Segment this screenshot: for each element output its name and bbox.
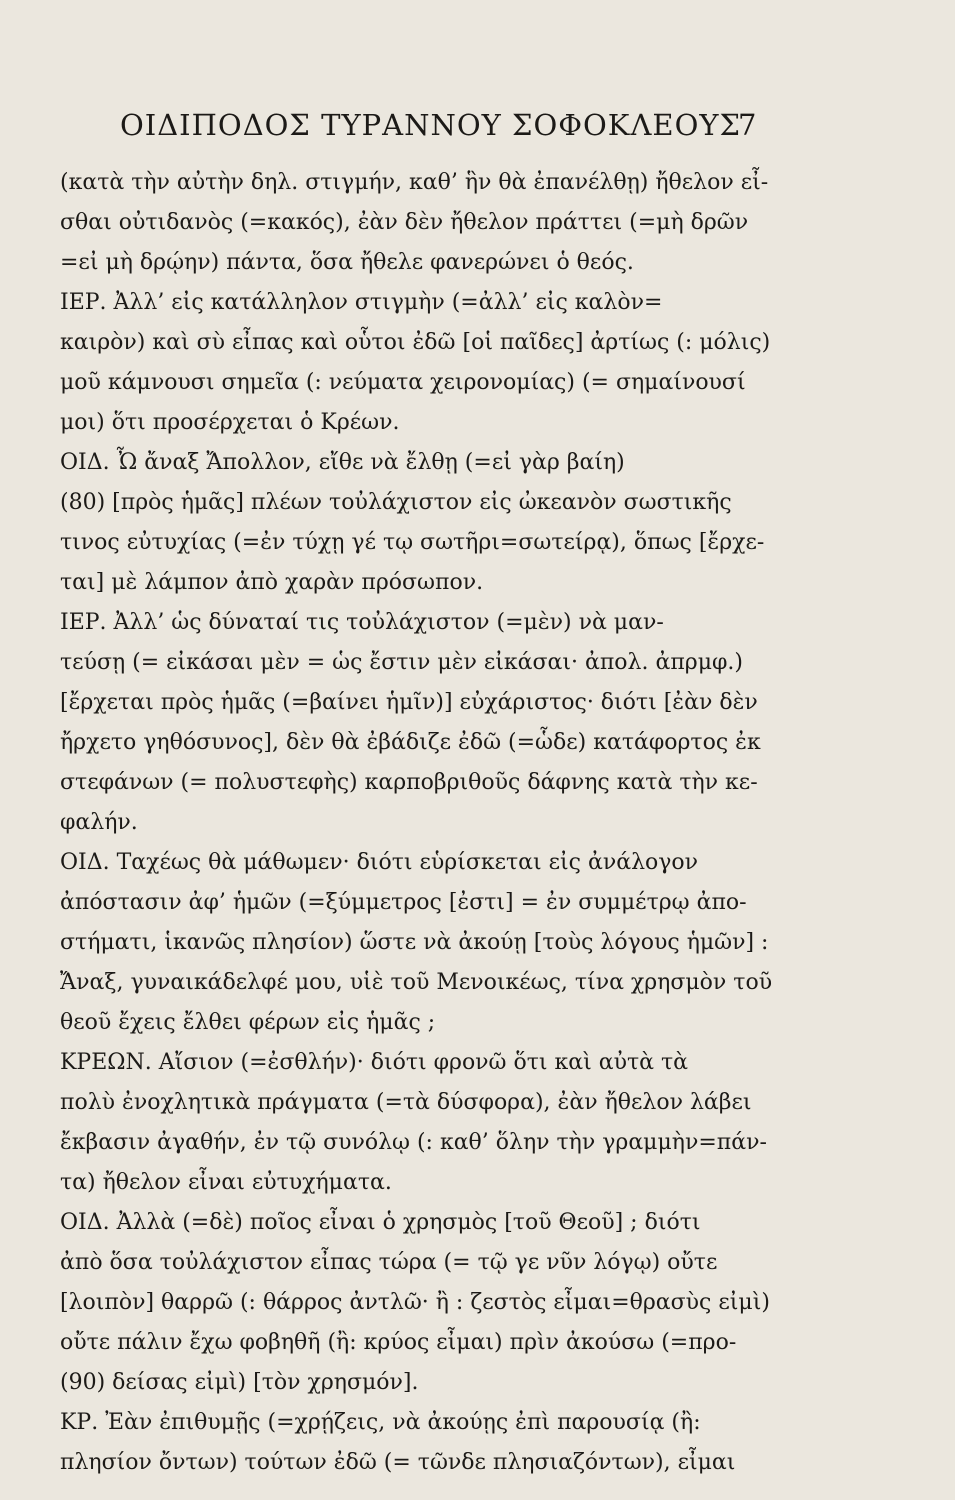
text-line: καιρὸν) καὶ σὺ εἶπας καὶ οὗτοι ἐδῶ [οἱ παῖδες] ἀρτίως (: μόλις) [60, 330, 771, 355]
text-line: ΟΙΔ. Ταχέως θὰ μάθωμεν· διότι εὑρίσκεται εἰς ἀνάλογον [60, 850, 699, 875]
text-line: Ἄναξ, γυναικάδελφέ μου, υἱὲ τοῦ Μενοικέως, τίνα χρησμὸν τοῦ [60, 970, 773, 995]
text-body [60, 163, 820, 1483]
text-line: τινος εὐτυχίας (=ἐν τύχῃ γέ τῳ σωτῆρι=σωτείρᾳ), ὅπως [ἔρχε- [60, 530, 765, 555]
text-line: πολὺ ἐνοχλητικὰ πράγματα (=τὰ δύσφορα), ἐὰν ἤθελον λάβει [60, 1090, 752, 1115]
text-line: ΚΡ. Ἐὰν ἐπιθυμῇς (=χρῄζεις, νὰ ἀκούῃς ἐπὶ παρουσίᾳ (ἢ: [60, 1410, 701, 1435]
text-line: ΟΙΔ. Ὦ ἄναξ Ἄπολλον, εἴθε νὰ ἔλθῃ (=εἰ γὰρ βαίη) [60, 450, 625, 475]
text-line: οὔτε πάλιν ἔχω φοβηθῆ (ἢ: κρύος εἶμαι) πρὶν ἀκούσω (=προ- [60, 1330, 737, 1355]
text-line: =εἰ μὴ δρῴην) πάντα, ὅσα ἤθελε φανερώνει ὁ θεός. [60, 250, 634, 275]
text-line: [ἔρχεται πρὸς ἡμᾶς (=βαίνει ἡμῖν)] εὐχάριστος· διότι [ἐὰν δὲν [60, 690, 758, 715]
text-line: ΙΕΡ. Ἀλλ’ ὡς δύναταί τις τοὐλάχιστον (=μὲν) νὰ μαν- [60, 610, 664, 635]
text-line: ἀπόστασιν ἀφ’ ἡμῶν (=ξύμμετρος [ἐστι] = ἐν συμμέτρῳ ἀπο- [60, 890, 747, 915]
text-line: τεύσῃ (= εἰκάσαι μὲν = ὡς ἔστιν μὲν εἰκάσαι· ἀπολ. ἀπρμφ.) [60, 650, 744, 675]
text-line: θεοῦ ἔχεις ἔλθει φέρων εἰς ἡμᾶς ; [60, 1010, 436, 1035]
text-line: σθαι οὐτιδανὸς (=κακός), ἐὰν δὲν ἤθελον πράττει (=μὴ δρῶν [60, 210, 749, 235]
text-line: ται] μὲ λάμπον ἀπὸ χαρὰν πρόσωπον. [60, 570, 484, 595]
text-line: μοῦ κάμνουσι σημεῖα (: νεύματα χειρονομίας) (= σημαίνουσί [60, 370, 746, 395]
text-line: ΚΡΕΩΝ. Αἴσιον (=ἐσθλήν)· διότι φρονῶ ὅτι καὶ αὐτὰ τὰ [60, 1050, 689, 1075]
text-line: μοι) ὅτι προσέρχεται ὁ Κρέων. [60, 410, 400, 435]
text-line: τα) ἤθελον εἶναι εὐτυχήματα. [60, 1170, 392, 1195]
text-line: ἔκβασιν ἀγαθήν, ἐν τῷ συνόλῳ (: καθ’ ὅλην τὴν γραμμὴν=πάν- [60, 1130, 767, 1155]
text-line: (80) [πρὸς ἡμᾶς] πλέων τοὐλάχιστον εἰς ὠκεανὸν σωστικῆς [60, 490, 732, 515]
running-title: ΟΙΔΙΠΟΔΟΣ ΤΥΡΑΝΝΟΥ ΣΟΦΟΚΛΕΟΥΣ [120, 108, 741, 142]
text-line: [λοιπὸν] θαρρῶ (: θάρρος ἀντλῶ· ἢ : ζεστὸς εἶμαι=θρασὺς εἰμὶ) [60, 1290, 770, 1315]
text-line: ἀπὸ ὅσα τοὐλάχιστον εἶπας τώρα (= τῷ γε νῦν λόγῳ) οὔτε [60, 1250, 718, 1275]
text-line: (90) δείσας εἰμὶ) [τὸν χρησμόν]. [60, 1370, 419, 1395]
text-line: ἤρχετο γηθόσυνος], δὲν θὰ ἐβάδιζε ἐδῶ (=ὧδε) κατάφορτος ἐκ [60, 730, 761, 755]
text-line: ΙΕΡ. Ἀλλ’ εἰς κατάλληλον στιγμὴν (=ἀλλ’ εἰς καλὸν= [60, 290, 663, 315]
text-line: ΟΙΔ. Ἀλλὰ (=δὲ) ποῖος εἶναι ὁ χρησμὸς [τοῦ Θεοῦ] ; διότι [60, 1210, 701, 1235]
text-line: στεφάνων (= πολυστεφὴς) καρποβριθοῦς δάφνης κατὰ τὴν κε- [60, 770, 758, 795]
text-line: (κατὰ τὴν αὐτὴν δηλ. στιγμήν, καθ’ ἣν θὰ ἐπανέλθῃ) ἤθελον εἶ- [60, 170, 769, 195]
text-line: στήματι, ἱκανῶς πλησίον) ὥστε νὰ ἀκούῃ [τοὺς λόγους ἡμῶν] : [60, 930, 769, 955]
page-number: 7 [738, 108, 758, 142]
text-line: πλησίον ὄντων) τούτων ἐδῶ (= τῶνδε πλησιαζόντων), εἶμαι [60, 1450, 736, 1475]
text-line: φαλήν. [60, 810, 138, 835]
